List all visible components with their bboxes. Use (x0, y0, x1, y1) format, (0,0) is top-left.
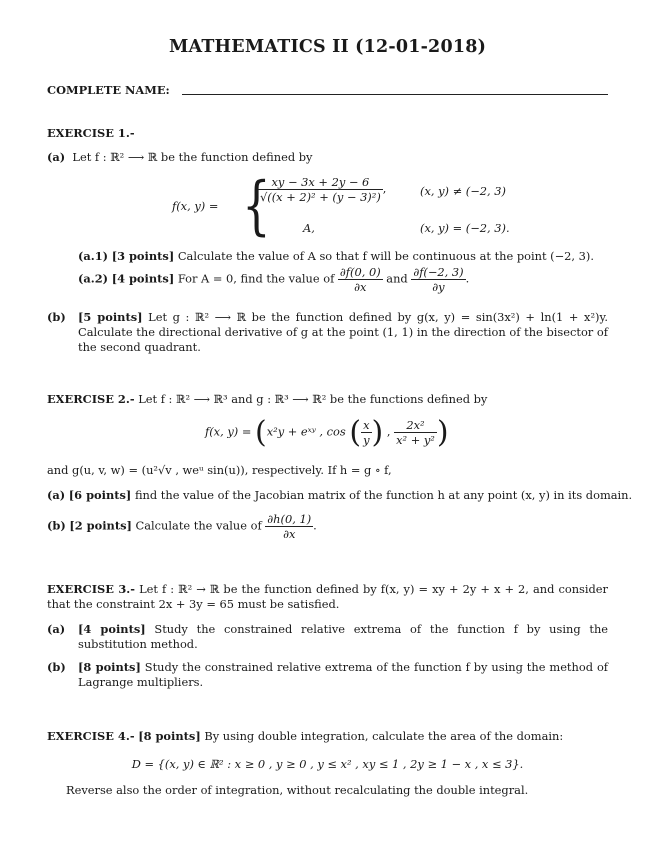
ex3-a-label: (a) (47, 622, 66, 636)
ex3-b-points: [8 points] (78, 660, 141, 674)
ex1-a2-end: . (465, 271, 470, 286)
ex1-b (78, 310, 608, 355)
ex1-case2-val: A, (303, 221, 315, 235)
ex1-case2-cond: (x, y) = (−2, 3). (420, 221, 510, 235)
ex4-reverse: Reverse also the order of integration, without recalculating the double integral. (66, 783, 529, 797)
ex1-a1-text: Calculate the value of A so that f will be continuous at the point (−2, 3). (177, 249, 594, 263)
ex1-a1 (78, 249, 594, 263)
ex3-b-text: Study the constrained relative extrema of the function f by using the method of Lagrange multipliers. (78, 660, 609, 689)
ex1-b-text: Let g : ℝ² ⟶ ℝ be the function defined by g(x, y) = sin(3x²) + ln(1 + x²)y. Calculate the directional derivative of g at the point (1, 1) in the direction of the bisector of the second quadrant. (78, 310, 609, 354)
ex1-a-label: (a) (47, 150, 66, 164)
left-brace: { (242, 169, 271, 243)
ex2-f-def: f(x, y) = (x²y + eˣʸ , cos ( $\frac{x}{y}$ ) , $\frac{\text{2x²}}{\text{x² + y²}}$ ) (205, 415, 449, 450)
ex1-a2-text: For A = 0, find the value of (177, 271, 335, 286)
ex1-a2-frac2-den: ∂y (432, 280, 445, 294)
name-label: COMPLETE NAME: (47, 83, 170, 97)
ex3-a-points: [4 points] (78, 622, 146, 636)
ex3-intro-block (47, 582, 608, 612)
ex1-a2-frac1-den: ∂x (354, 280, 367, 294)
ex1-case1-cond: (x, y) ≠ (−2, 3) (420, 184, 506, 198)
ex3-a (78, 622, 608, 652)
ex1-b-points: [5 points] (78, 310, 143, 324)
ex2-a-text: find the value of the Jacobian matrix of the function h at any point (x, y) in its domain. (134, 488, 633, 502)
ex1-a-text: Let f : ℝ² ⟶ ℝ be the function defined by (72, 150, 313, 164)
ex1-a2-frac2-num: ∂f(−2, 3) (413, 265, 464, 279)
ex2-b-frac-num: ∂h(0, 1) (267, 512, 312, 526)
ex2-f-frac-den: x² + y² (396, 433, 435, 447)
ex2-f-lhs: f(x, y) = (205, 424, 252, 439)
ex1-a1-label: (a.1) (78, 249, 109, 263)
ex3-heading: EXERCISE 3.- (47, 582, 135, 596)
ex1-a1-points: [3 points] (111, 249, 175, 263)
ex4-points: [8 points] (138, 729, 201, 743)
ex2-f-comma: , (383, 424, 391, 439)
ex1-heading: EXERCISE 1.- (47, 126, 135, 140)
ex2-f-inner-num: x (363, 418, 370, 432)
ex4-heading: EXERCISE 4.- (47, 729, 135, 743)
ex2-f-frac-num: 2x² (394, 418, 437, 433)
name-line (182, 94, 608, 95)
ex2-b-points: [2 points] (69, 518, 132, 533)
ex2-b-end: . (313, 518, 317, 533)
ex1-a (47, 150, 313, 164)
ex4-domain: D = {(x, y) ∈ ℝ² : x ≥ 0 , y ≥ 0 , y ≤ x² , xy ≤ 1 , 2y ≥ 1 − x , x ≤ 3}. (131, 757, 524, 771)
ex4-intro: By using double integration, calculate the area of the domain: (204, 729, 564, 743)
ex1-a2-points: [4 points] (111, 271, 175, 286)
ex2-g-def: and g(u, v, w) = (u²√v , weᵘ sin(u)), respectively. If h = g ∘ f, (47, 463, 392, 477)
ex2-b (47, 512, 317, 541)
ex2-heading: EXERCISE 2.- (47, 392, 135, 406)
ex4-intro-line (47, 729, 563, 743)
ex1-a2-label: (a.2) (78, 271, 109, 286)
ex1-case1-expr (258, 175, 386, 204)
ex1-case1-den: √((x + 2)² + (y − 3)²) (260, 190, 381, 204)
ex1-b-label: (b) (47, 310, 66, 324)
ex1-case1-num: xy − 3x + 2y − 6 (258, 175, 383, 190)
ex2-f-part1: x²y + eˣʸ , cos (266, 424, 346, 439)
ex3-intro: Let f : ℝ² → ℝ be the function defined by f(x, y) = xy + 2y + x + 2, and consider that the constraint 2x + 3y = 65 must be satisfied. (47, 582, 608, 611)
ex3-a-text: Study the constrained relative extrema of the function f by using the substitution method. (78, 622, 609, 651)
ex2-a-label: (a) (47, 488, 66, 502)
ex2-intro-line (47, 392, 487, 406)
ex2-b-label: (b) (47, 518, 66, 533)
ex1-a2-frac1-num: ∂f(0, 0) (339, 265, 381, 279)
ex2-intro: Let f : ℝ² ⟶ ℝ³ and g : ℝ³ ⟶ ℝ² be the functions defined by (138, 392, 488, 406)
ex2-b-frac-den: ∂x (283, 527, 296, 541)
ex2-a-points: [6 points] (68, 488, 132, 502)
ex1-f-lhs: f(x, y) = (172, 199, 219, 213)
ex1-case1-comma: , (382, 181, 387, 196)
ex2-a (47, 488, 632, 502)
ex1-a2-and: and (386, 271, 408, 286)
ex3-b-label: (b) (47, 660, 66, 674)
ex2-f-inner-den: y (363, 433, 370, 447)
ex2-b-text: Calculate the value of (135, 518, 262, 533)
ex1-a2 (78, 265, 469, 294)
page-title: MATHEMATICS II (12-01-2018) (168, 37, 487, 57)
ex3-b (78, 660, 608, 690)
